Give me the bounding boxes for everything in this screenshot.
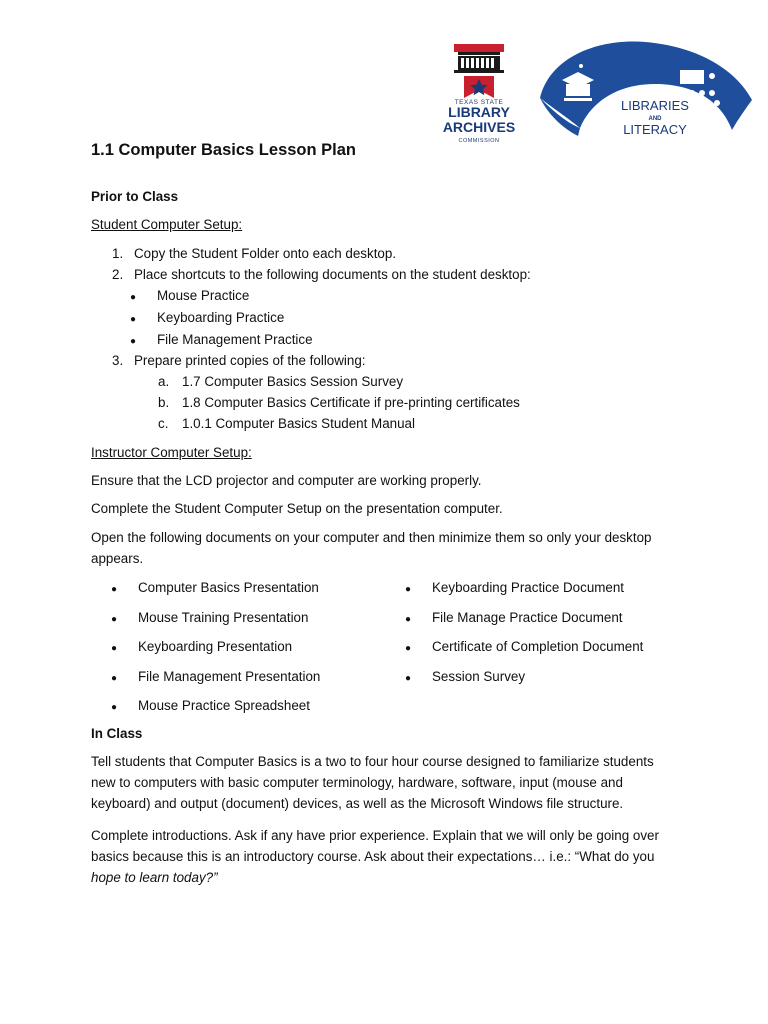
in-class-paragraph-2-italic: hope to learn today?” — [91, 870, 218, 885]
step-3 — [112, 350, 366, 371]
doc-text: Computer Basics Presentation — [138, 580, 319, 595]
tsl-line3: ARCHIVES — [442, 119, 516, 135]
bullet-icon: ● — [130, 314, 137, 325]
tsl-line1: TEXAS STATE — [454, 99, 504, 106]
doc-item — [405, 607, 643, 637]
step-1 — [112, 243, 396, 264]
shortcut-item — [130, 329, 313, 352]
doc-text: File Manage Practice Document — [432, 609, 623, 625]
header-logos — [440, 38, 768, 154]
bullet-icon: ● — [405, 643, 412, 654]
ll-line1: LIBRARIES — [621, 98, 689, 113]
shortcut-text: File Management Practice — [157, 332, 313, 347]
step-number: 2. — [112, 267, 124, 282]
instructor-paragraph-1: Ensure that the LCD projector and computer are working properly. — [91, 473, 482, 488]
ll-line2: AND — [648, 116, 662, 122]
doc-text: Mouse Training Presentation — [138, 609, 309, 625]
shortcut-text: Mouse Practice — [157, 288, 250, 303]
step-text: Copy the Student Folder onto each desktop. — [134, 246, 397, 261]
printed-item — [158, 371, 403, 392]
item-text: 1.8 Computer Basics Certificate if pre-printing certificates — [182, 395, 520, 410]
doc-list-left — [111, 577, 320, 725]
instructor-paragraph-3: Open the following documents on your computer and then minimize them so only your desktop appears. — [91, 530, 652, 566]
doc-item — [405, 577, 643, 607]
tsl-logo — [440, 38, 768, 154]
libraries-literacy-logo — [540, 41, 752, 137]
bullet-icon: ● — [111, 613, 118, 625]
doc-text: Keyboarding Practice Document — [432, 580, 625, 595]
doc-item — [111, 636, 320, 666]
instructor-setup-heading: Instructor Computer Setup: — [91, 445, 252, 460]
ll-line3: LITERACY — [623, 122, 687, 137]
shortcut-item — [130, 307, 284, 330]
doc-text: File Management Presentation — [138, 668, 321, 684]
doc-item — [111, 666, 320, 696]
bullet-icon: ● — [111, 584, 118, 595]
step-2 — [112, 264, 531, 285]
doc-text: Keyboarding Presentation — [138, 639, 293, 654]
shortcut-item — [130, 285, 249, 308]
doc-item — [111, 695, 320, 725]
bullet-icon: ● — [405, 613, 412, 625]
doc-item — [111, 577, 320, 607]
doc-list-right — [405, 577, 643, 695]
step-number: 1. — [112, 246, 124, 261]
bullet-icon: ● — [111, 643, 118, 654]
in-class-paragraph-2 — [91, 825, 671, 888]
prior-heading: Prior to Class — [91, 189, 179, 204]
doc-text: Session Survey — [432, 668, 526, 684]
doc-text: Mouse Practice Spreadsheet — [138, 698, 310, 713]
step-text: Prepare printed copies of the following: — [134, 353, 366, 368]
page-title: 1.1 Computer Basics Lesson Plan — [91, 141, 357, 159]
bullet-icon: ● — [111, 672, 118, 684]
shortcut-text: Keyboarding Practice — [157, 310, 285, 325]
item-letter: b. — [158, 395, 170, 410]
instructor-paragraph-2: Complete the Student Computer Setup on the presentation computer. — [91, 501, 503, 516]
in-class-paragraph-1: Tell students that Computer Basics is a two to four hour course designed to familiarize students new to computers with basic computer terminology, hardware, software, input (mouse and keyboard) and output (document) devices, as well as the Microsoft Windows file structure. — [91, 754, 654, 811]
in-class-heading: In Class — [91, 726, 143, 741]
printed-item — [158, 392, 520, 413]
item-text: 1.0.1 Computer Basics Student Manual — [182, 416, 415, 431]
bullet-icon: ● — [405, 672, 412, 684]
doc-item — [405, 666, 643, 696]
bullet-icon: ● — [405, 584, 412, 595]
item-letter: c. — [158, 416, 169, 431]
student-setup-heading: Student Computer Setup: — [91, 217, 243, 232]
bullet-icon: ● — [111, 702, 118, 713]
in-class-paragraph-2-text: Complete introductions. Ask if any have prior experience. Explain that we will only be going over basics because this is an introductory course. Ask about their expectations… i.e.: “What do you — [91, 828, 659, 864]
tsl-line4: COMMISSION — [458, 138, 500, 144]
doc-text: Certificate of Completion Document — [432, 639, 644, 654]
doc-item — [405, 636, 643, 666]
bullet-icon: ● — [130, 292, 137, 303]
item-letter: a. — [158, 374, 170, 389]
step-text: Place shortcuts to the following documents on the student desktop: — [134, 267, 531, 282]
printed-item — [158, 413, 415, 434]
bullet-icon: ● — [130, 336, 137, 347]
item-text: 1.7 Computer Basics Session Survey — [182, 374, 404, 389]
doc-item — [111, 607, 320, 637]
step-number: 3. — [112, 353, 124, 368]
tsl-line2: LIBRARY — [448, 104, 510, 120]
